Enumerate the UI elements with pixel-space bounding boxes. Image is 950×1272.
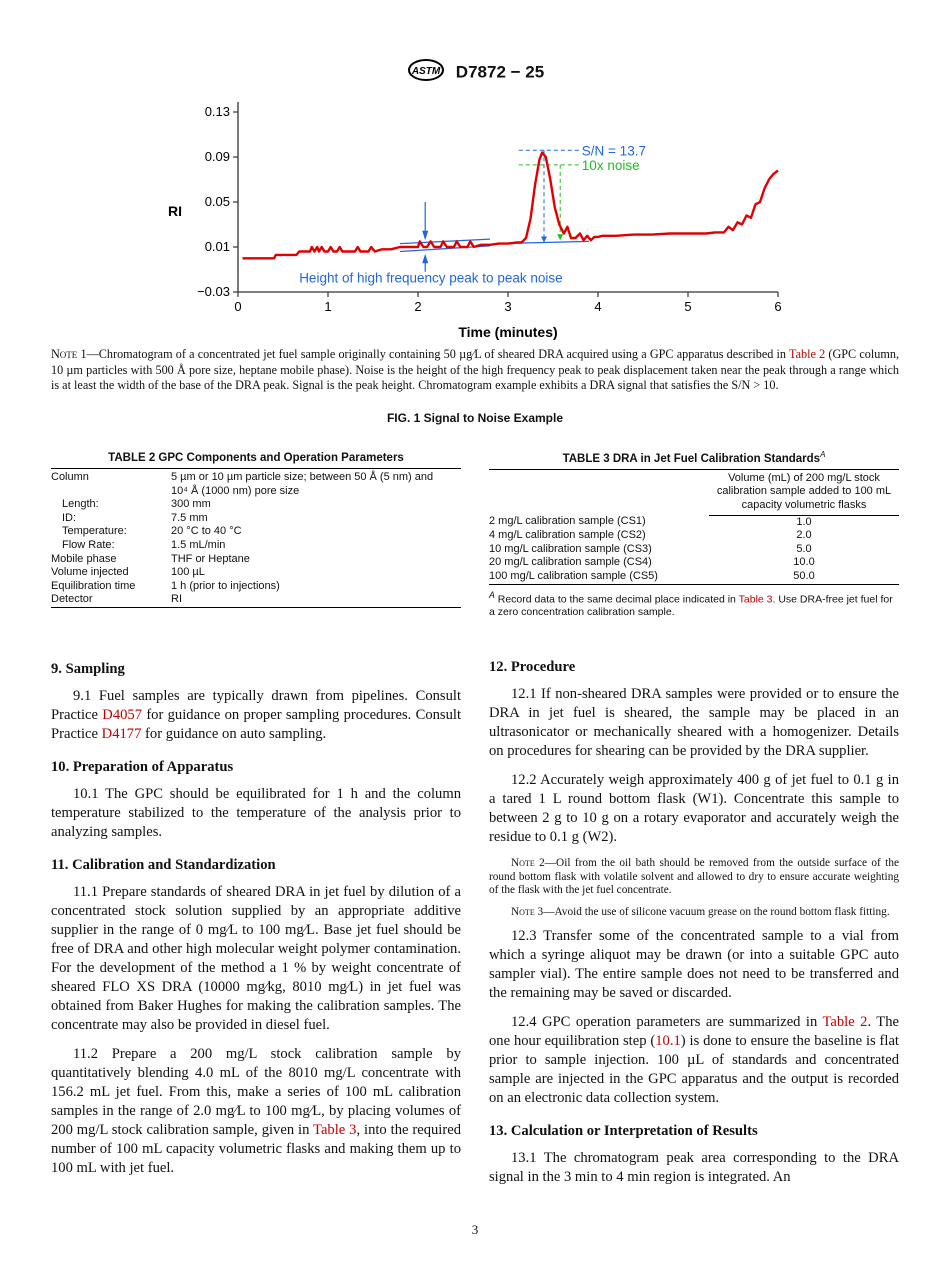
table-2-row	[51, 566, 461, 580]
table-2-value: 7.5 mm	[171, 511, 208, 524]
ten-x-noise-annotation: 10x noise	[581, 157, 640, 173]
section-11-heading: 11. Calibration and Standardization	[51, 857, 276, 873]
para-9-1-b: for guidance on proper sampling procedures. Consult Practice	[51, 707, 462, 742]
note-3-label: Note 3	[511, 905, 544, 918]
table-3-key: 4 mg/L calibration sample (CS2)	[489, 529, 646, 542]
table-3-key: 100 mg/L calibration sample (CS5)	[489, 569, 658, 582]
table-3-key: 2 mg/L calibration sample (CS1)	[489, 515, 646, 528]
table-3-value: 1.0	[796, 515, 812, 528]
table-2-value: 300 mm	[171, 498, 211, 511]
right-column	[489, 658, 899, 1197]
table-2-row	[51, 498, 461, 512]
table-3-key: 10 mg/L calibration sample (CS3)	[489, 542, 652, 555]
y-tick-label: 0.05	[204, 194, 230, 209]
footnote-text-b: . Use DRA-free jet fuel for a zero concentration calibration sample.	[489, 593, 893, 619]
table-2-row	[51, 580, 461, 594]
table-3	[489, 450, 899, 619]
table-3-header: Volume (mL) of 200 mg/L stock calibration sample added to 100 mL capacity volumetric flasks	[709, 469, 899, 515]
table-2-row	[51, 553, 461, 567]
para-10-1: 10.1 The GPC should be equilibrated for 1 h and the column temperature stabilized to the temperature of the analysis prior to analyzing samples.	[51, 786, 461, 840]
note-2-text: —Oil from the oil bath should be removed from the outside surface of the round bottom flask with volatile solvent and allowed to dry to ensure accurate weighting of the flask with the jet fuel concentrate.	[489, 857, 899, 896]
table-3-row	[489, 529, 899, 543]
table-3-body	[489, 469, 899, 585]
table-3-key: 20 mg/L calibration sample (CS4)	[489, 556, 652, 569]
note-label: Note 1	[51, 347, 87, 361]
para-9-1-c: for guidance on auto sampling.	[141, 726, 327, 742]
para-12-3: 12.3 Transfer some of the concentrated sample to a vial from which a syringe aliquot may be drawn (or into a suitable GPC auto sampler vial). The entire sample does not need to be transferred and the remaining may be saved or discarded.	[489, 928, 899, 1001]
table-3-title-text: TABLE 3 DRA in Jet Fuel Calibration Standards	[562, 452, 821, 465]
para-13-1: 13.1 The chromatogram peak area corresponding to the DRA signal in the 3 min to 4 min region is integrated. An	[489, 1150, 899, 1185]
page-number: 3	[471, 1222, 479, 1237]
astm-logo-icon	[406, 58, 446, 87]
astm-logo-text: ASTM	[411, 66, 440, 77]
table-2-key: Mobile phase	[51, 552, 117, 565]
para-9-1	[51, 687, 461, 744]
table2-link[interactable]: Table 2	[789, 347, 826, 361]
y-tick-label: 0.01	[204, 239, 230, 254]
section-12-heading: 12. Procedure	[489, 659, 576, 675]
x-tick-label: 3	[504, 299, 512, 314]
note-3	[489, 906, 899, 920]
para-11-2	[51, 1045, 461, 1178]
table-2-row	[51, 525, 461, 539]
x-tick-label: 4	[594, 299, 602, 314]
note-2	[489, 857, 899, 898]
note-2-label: Note 2	[511, 857, 545, 869]
section-13-heading: 13. Calculation or Interpretation of Results	[489, 1123, 758, 1139]
table-2-row	[51, 512, 461, 526]
table-2-value: 1 h (prior to injections)	[171, 579, 280, 592]
para-11-2-a: 11.2 Prepare a 200 mg/L stock calibration sample by quantitatively blending 4.0 mL of the 8010 mg/L concentrate with 156.2 mL jet fuel. From this, make a series of 100 mL calibration samples in the range of 2.0 mg⁄L to 100 mg⁄L, by placing volumes of 200 mg/L stock calibration sample, given in	[51, 1046, 461, 1138]
para-12-2: 12.2 Accurately weigh approximately 400 g of jet fuel to 0.1 g in a tared 1 L round bottom flask (W1). Concentrate this sample to between 2 g to 10 g on a rotary evaporator and accurately weigh the residue to 0.1 g (W2).	[489, 772, 899, 845]
table-3-value: 50.0	[793, 569, 815, 582]
section-9-heading: 9. Sampling	[51, 661, 125, 677]
x-axis-label: Time (minutes)	[458, 324, 558, 340]
x-tick-label: 0	[234, 299, 242, 314]
table-2-key: Length:	[62, 498, 99, 511]
para-9-1-a: 9.1 Fuel samples are typically drawn from pipelines. Consult Practice	[51, 688, 461, 723]
table-2-key: Flow Rate:	[62, 538, 115, 551]
standard-designation: D7872 − 25	[455, 62, 545, 82]
x-tick-label: 5	[684, 299, 692, 314]
signal-arrowhead	[541, 237, 547, 243]
ten-x-arrowhead	[557, 234, 563, 240]
noise-arrowhead-bottom	[422, 254, 428, 264]
page-header	[0, 58, 950, 87]
signal-to-noise-chart	[160, 92, 800, 342]
table-2-value: THF or Heptane	[171, 552, 250, 565]
table-3-value: 10.0	[793, 556, 815, 569]
table3-link-2[interactable]: Table 3	[313, 1122, 357, 1138]
table3-link[interactable]: Table 3	[738, 593, 773, 606]
figure-note-1	[51, 347, 899, 394]
figure-caption: FIG. 1 Signal to Noise Example	[386, 411, 564, 425]
table-3-title-sup: A	[820, 450, 826, 459]
table-2-value: 100 µL	[171, 566, 205, 579]
para-12-1: 12.1 If non-sheared DRA samples were provided or to ensure the DRA in jet fuel is sheared, the sample may be placed in an ultrasonicator or mechanically sheared with a homogenizer. Details on procedures for shearing can be provided by the DRA supplier.	[489, 686, 899, 759]
table-2-key: Equilibration time	[51, 579, 136, 592]
table-3-value: 5.0	[796, 542, 812, 555]
y-tick-label: 0.09	[204, 149, 230, 164]
para-11-2-b: , into the required number of 100 mL capacity volumetric flasks and making them up to 100 mL with jet fuel.	[51, 1122, 461, 1176]
note-text-a: —Chromatogram of a concentrated jet fuel sample originally containing 50 µg⁄L of sheared DRA acquired using a GPC apparatus described in	[86, 347, 790, 361]
table-2-title: TABLE 2 GPC Components and Operation Parameters	[108, 452, 404, 464]
table-2-key: Column	[51, 471, 89, 483]
chromatogram-line	[243, 153, 779, 259]
y-tick-label: −0.03	[197, 284, 230, 299]
para-12-4-a: 12.4 GPC operation parameters are summarized in	[511, 1014, 823, 1030]
table-3-row	[489, 515, 899, 529]
x-tick-label: 2	[414, 299, 422, 314]
table-2-value: 1.5 mL/min	[171, 538, 226, 551]
section-10-heading: 10. Preparation of Apparatus	[51, 759, 234, 775]
table-3-header-row	[489, 469, 899, 515]
para-12-4-b: . The one hour equilibration step (	[489, 1014, 899, 1049]
section-10-1-link[interactable]: 10.1	[655, 1033, 681, 1049]
table-3-footnote	[489, 589, 899, 620]
y-tick-label: 0.13	[204, 104, 230, 119]
table-2-value: RI	[171, 593, 182, 606]
table-2-body	[51, 468, 461, 608]
para-12-4	[489, 1013, 899, 1108]
y-axis-label: RI	[168, 203, 182, 219]
para-11-1: 11.1 Prepare standards of sheared DRA in jet fuel by dilution of a concentrated stock solution supplied by an appropriate additive supplier in the range of 0 mg⁄L to 100 mg⁄L. Base jet fuel should be free of DRA and other high molecular weight polymer contamination. For the development of the method a 1 % by weight concentrate of sheared FLO XS DRA (10000 mg⁄kg, 8010 mg⁄L) in jet fuel was obtained from Baker Hughes for making the calibration samples. The concentrate may also be provided in diesel fuel.	[51, 884, 461, 1033]
footnote-sup: A	[489, 589, 495, 600]
noise-arrowhead-top	[422, 231, 428, 241]
table-2-row	[51, 539, 461, 553]
table-3-header-blank	[489, 469, 709, 515]
x-tick-label: 6	[774, 299, 782, 314]
d4057-link[interactable]: D4057	[102, 707, 143, 723]
table-3-row	[489, 570, 899, 584]
table-2-value: 20 °C to 40 °C	[171, 525, 242, 538]
table-2-row	[51, 593, 461, 607]
left-column	[51, 660, 461, 1188]
noise-annotation: Height of high frequency peak to peak noise	[299, 270, 563, 286]
table-2-row	[51, 469, 461, 499]
note-text-b: (GPC column, 10 µm particles with 500 Å pore size, heptane mobile phase). Noise is the height of the high frequency peak to peak displacement taken near the peak through a range which is at least the width of the base of the DRA peak. Signal is the peak height. Chromatogram example exhibits a DRA signal that satisfies the S/N > 10.	[51, 347, 899, 392]
d4177-link[interactable]: D4177	[101, 726, 142, 742]
table-2-key: ID:	[62, 511, 77, 524]
table-3-row	[489, 543, 899, 557]
table-3-row	[489, 556, 899, 570]
x-tick-label: 1	[324, 299, 332, 314]
table-2-key: Detector	[51, 593, 93, 606]
note-3-text: —Avoid the use of silicone vacuum grease on the round bottom flask fitting.	[543, 905, 890, 918]
table-3-value: 2.0	[796, 529, 812, 542]
table-2-key: Volume injected	[51, 566, 129, 579]
table-2	[51, 452, 461, 608]
table-2-value: 5 µm or 10 µm particle size; between 50 Å (5 nm) and 10⁴ Å (1000 nm) pore size	[171, 471, 434, 497]
sn-annotation: S/N = 13.7	[581, 143, 646, 159]
para-12-4-c: ) is done to ensure the baseline is flat prior to sample injection. 100 µL of standards and concentrated sample are injected in the GPC apparatus and the output is recorded on an electronic data collection system.	[489, 1033, 899, 1106]
table2-link-2[interactable]: Table 2	[822, 1014, 868, 1030]
table-3-title	[489, 450, 899, 465]
footnote-text-a: Record data to the same decimal place indicated in	[494, 593, 739, 606]
table-2-key: Temperature:	[62, 525, 127, 538]
